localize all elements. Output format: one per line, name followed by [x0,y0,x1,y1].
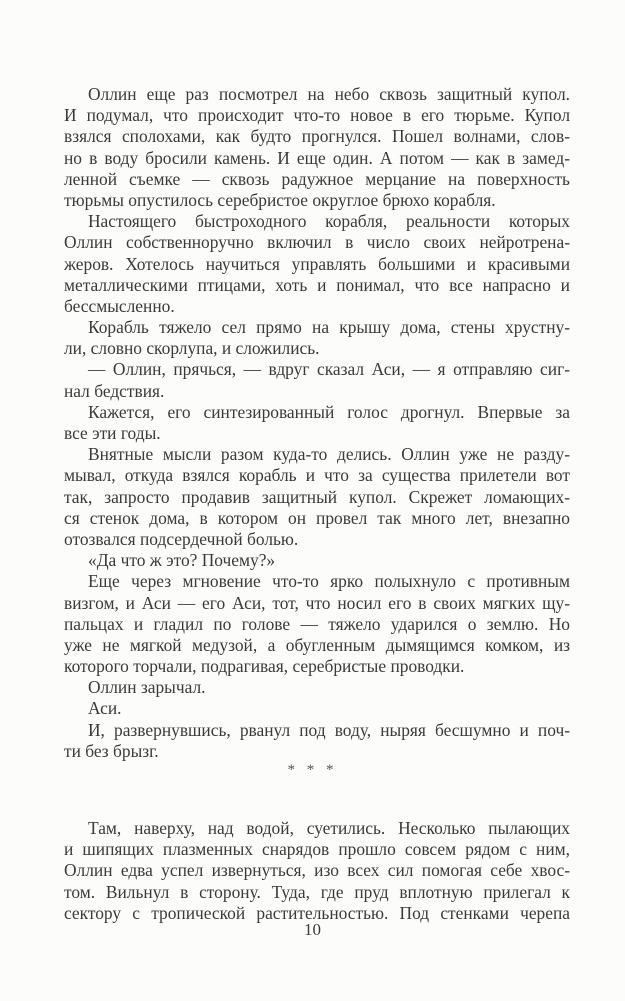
text-line: уже не мягкой медузой, а обугленным дымящимся комком, из [64,634,570,655]
paragraph [64,317,570,359]
page-number: 10 [304,920,321,939]
paragraph [64,818,570,924]
text-line: И, развернувшись, рванул под воду, ныряя бесшумно и поч- [88,719,570,740]
section-2-text [64,818,570,924]
paragraph [64,698,570,719]
text-line: Кажется, его синтезированный голос дрогнул. Впервые за [88,401,570,422]
paragraph [64,84,570,211]
text-line: И подумал, что происходит что-то новое в его тюрьме. Купол [64,105,570,126]
text-line: нал бедствия. [64,380,165,401]
text-line: «Да что ж это? Почему?» [88,550,276,571]
text-line: отозвался подсердечной болью. [64,528,299,549]
text-line: которого торчали, подрагивая, серебристые проводки. [64,656,465,677]
text-line: Оллин зарычал. [88,677,206,698]
text-line: взялся сполохами, как будто прогнулся. Пошел волнами, слов- [64,126,570,147]
section-divider: * * * [287,762,338,778]
text-line: но в воду бросили камень. И еще один. А потом — как в замед- [64,147,570,168]
text-line: металлическими птицами, хоть и понимал, что все напрасно и [64,274,570,295]
text-line: ся стенок дома, в котором он провел так много лет, внезапно [64,507,570,528]
text-line: так, запросто продавив защитный купол. Скрежет ломающих- [64,486,570,507]
text-line: ленной съемке — сквозь радужное мерцание на поверхность [64,168,570,189]
section-1-text [64,84,570,762]
text-line: пальцах и гладил по голове — тяжело ударился о землю. Но [64,613,570,634]
text-line: и шипящих плазменных снарядов прошло совсем рядом с ним, [64,839,570,860]
paragraph [64,211,570,317]
text-line: Там, наверху, над водой, суетились. Несколько пылающих [88,818,570,838]
paragraph [64,444,570,550]
paragraph [64,359,570,401]
paragraph [64,550,570,571]
text-line: Внятные мысли разом куда-то делись. Оллин уже не разду- [88,444,570,465]
text-line: Оллин еще раз посмотрел на небо сквозь защитный купол. [88,84,570,104]
text-line: сектору с тропической растительностью. Под стенками черепа [64,902,570,923]
text-line: Еще через мгновение что-то ярко полыхнуло с противным [88,571,570,592]
paragraph [64,571,570,677]
text-line: Корабль тяжело сел прямо на крышу дома, стены хрустну- [88,317,570,338]
text-line: Оллин собственноручно включил в число своих нейротрена- [64,232,570,253]
text-line: визгом, и Аси — его Аси, тот, что носил его в своих мягких щу- [64,592,570,613]
text-line: Настоящего быстроходного корабля, реальности которых [88,211,570,232]
text-line: все эти годы. [64,423,161,443]
paragraph [64,720,570,762]
text-line: мывал, откуда взялся корабль и что за существа прилетели вот [64,465,570,486]
text-line: том. Вильнул в сторону. Туда, где пруд вплотную прилегал к [64,881,570,902]
paragraph [64,677,570,698]
text-line: Оллин едва успел извернуться, изо всех сил помогая себе хвос- [64,860,570,881]
text-line: ти без брызг. [64,740,159,761]
text-line: жеров. Хотелось научиться управлять большими и красивыми [64,253,570,274]
text-line: бессмысленно. [64,295,175,316]
text-line: Аси. [88,698,122,719]
text-line: ли, словно скорлупа, и сложились. [64,338,320,359]
text-line: — Оллин, прячься, — вдруг сказал Аси, — я отправляю сиг- [88,359,570,380]
text-line: тюрьмы опустилось серебристое округлое брюхо корабля. [64,189,496,210]
paragraph [64,402,570,444]
